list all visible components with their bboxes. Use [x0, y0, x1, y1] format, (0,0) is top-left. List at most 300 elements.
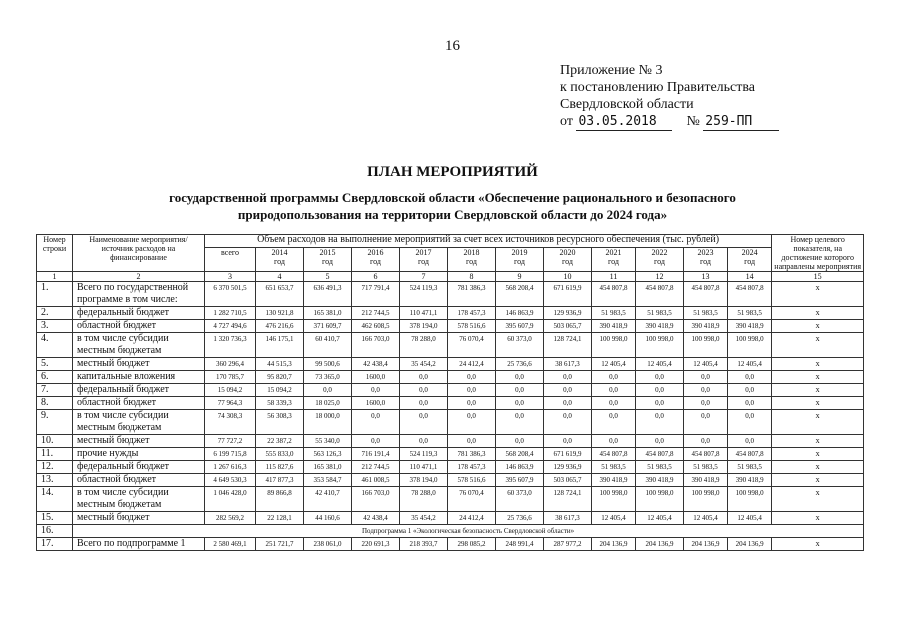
row-value: 0,0 [592, 384, 636, 397]
row-number: 2. [37, 307, 73, 320]
row-value: 74 308,3 [205, 410, 256, 435]
row-number: 6. [37, 371, 73, 384]
row-value: 166 703,0 [352, 487, 400, 512]
row-value: 42 438,4 [352, 512, 400, 525]
row-value: 0,0 [544, 397, 592, 410]
row-value: 0,0 [684, 410, 728, 435]
row-value: 1 282 710,5 [205, 307, 256, 320]
row-value: 76 070,4 [448, 333, 496, 358]
row-value: 25 736,6 [496, 358, 544, 371]
row-value: 0,0 [728, 397, 772, 410]
row-value: 12 405,4 [636, 512, 684, 525]
table-row [37, 474, 864, 487]
column-number-cell: 1 [37, 272, 73, 282]
row-value: 51 983,5 [728, 307, 772, 320]
row-value: 0,0 [684, 397, 728, 410]
column-number-cell: 11 [592, 272, 636, 282]
row-number: 5. [37, 358, 73, 371]
row-value: 130 921,8 [256, 307, 304, 320]
row-value: 454 807,8 [684, 448, 728, 461]
row-value: 100 998,0 [684, 333, 728, 358]
row-value: 0,0 [636, 397, 684, 410]
table-row [37, 307, 864, 320]
row-value: 0,0 [448, 371, 496, 384]
row-value: 218 393,7 [400, 538, 448, 551]
header-year-unit: год [370, 256, 381, 266]
row-value: 100 998,0 [728, 333, 772, 358]
row-value: 781 386,3 [448, 282, 496, 307]
row-value: 170 785,7 [205, 371, 256, 384]
table-row [37, 397, 864, 410]
subprogram-row [37, 525, 864, 538]
row-value: 0,0 [684, 371, 728, 384]
column-number-cell: 15 [772, 272, 864, 282]
row-value: 0,0 [684, 435, 728, 448]
row-value: 417 877,3 [256, 474, 304, 487]
row-value: 461 008,5 [352, 474, 400, 487]
row-value: 1 267 616,3 [205, 461, 256, 474]
row-name: в том числе субсидии местным бюджетам [73, 410, 205, 435]
row-value: 454 807,8 [636, 448, 684, 461]
row-value: 0,0 [448, 397, 496, 410]
row-value: 555 833,0 [256, 448, 304, 461]
column-number-cell: 3 [205, 272, 256, 282]
row-target: x [772, 397, 864, 410]
row-value: 238 061,0 [304, 538, 352, 551]
row-value: 0,0 [496, 397, 544, 410]
row-value: 781 386,3 [448, 448, 496, 461]
header-year-value: 2015 [319, 247, 336, 257]
row-value: 51 983,5 [728, 461, 772, 474]
row-value: 100 998,0 [592, 333, 636, 358]
header-year-unit: год [744, 256, 756, 266]
table-row [37, 448, 864, 461]
subprogram-title: Подпрограмма 1 «Экологическая безопасность Свердловской области» [73, 525, 864, 538]
row-value: 390 418,9 [592, 320, 636, 333]
row-value: 220 691,3 [352, 538, 400, 551]
header-volume: Объем расходов на выполнение мероприятий за счет всех источников ресурсного обеспечения (тыс. рублей) [205, 235, 772, 248]
row-target: x [772, 410, 864, 435]
row-target: x [772, 461, 864, 474]
row-value: 0,0 [496, 371, 544, 384]
row-value: 378 194,0 [400, 320, 448, 333]
row-value: 503 065,7 [544, 474, 592, 487]
row-number: 1. [37, 282, 73, 307]
row-value: 204 136,9 [728, 538, 772, 551]
row-value: 454 807,8 [592, 448, 636, 461]
column-number-cell: 14 [728, 272, 772, 282]
row-value: 165 381,0 [304, 461, 352, 474]
header-year [400, 247, 448, 271]
row-target: x [772, 333, 864, 358]
row-value: 0,0 [352, 435, 400, 448]
row-value: 42 410,7 [304, 487, 352, 512]
row-name: прочие нужды [73, 448, 205, 461]
appendix-line-3: Свердловской области [560, 97, 694, 112]
row-value: 2 580 469,1 [205, 538, 256, 551]
row-value: 51 983,5 [592, 461, 636, 474]
header-year-unit: год [608, 256, 619, 266]
row-value: 129 936,9 [544, 461, 592, 474]
row-value: 454 807,8 [636, 282, 684, 307]
row-value: 1600,0 [352, 397, 400, 410]
row-value: 378 194,0 [400, 474, 448, 487]
row-value: 12 405,4 [636, 358, 684, 371]
header-year [728, 247, 772, 271]
row-value: 371 609,7 [304, 320, 352, 333]
row-value: 51 983,5 [636, 461, 684, 474]
row-value: 60 373,0 [496, 333, 544, 358]
row-value: 12 405,4 [592, 512, 636, 525]
row-value: 12 405,4 [728, 358, 772, 371]
row-value: 204 136,9 [592, 538, 636, 551]
row-value: 6 370 501,5 [205, 282, 256, 307]
header-total: всего [205, 247, 256, 271]
row-number: 8. [37, 397, 73, 410]
header-name: Наименование мероприятия/источник расходов на финансирование [73, 235, 205, 272]
column-number-cell: 10 [544, 272, 592, 282]
row-value: 390 418,9 [684, 320, 728, 333]
page-number: 16 [445, 38, 460, 54]
column-number-cell: 7 [400, 272, 448, 282]
row-target: x [772, 282, 864, 307]
header-target: Номер целевого показателя, на достижение которого направлены мероприятия [772, 235, 864, 272]
row-name: местный бюджет [73, 435, 205, 448]
row-value: 44 515,3 [256, 358, 304, 371]
row-value: 524 119,3 [400, 282, 448, 307]
row-value: 6 199 715,8 [205, 448, 256, 461]
row-value: 51 983,5 [684, 307, 728, 320]
row-value: 563 126,3 [304, 448, 352, 461]
row-value: 0,0 [636, 371, 684, 384]
row-value: 77 727,2 [205, 435, 256, 448]
header-year-unit: год [654, 256, 665, 266]
row-value: 0,0 [448, 435, 496, 448]
row-target: x [772, 371, 864, 384]
header-year-value: 2023 [697, 247, 714, 257]
row-value: 1 046 428,0 [205, 487, 256, 512]
row-value: 60 373,0 [496, 487, 544, 512]
row-value: 298 085,2 [448, 538, 496, 551]
row-target: x [772, 448, 864, 461]
row-value: 95 820,7 [256, 371, 304, 384]
row-value: 454 807,8 [592, 282, 636, 307]
row-value: 578 516,6 [448, 474, 496, 487]
row-value: 178 457,3 [448, 307, 496, 320]
row-name: федеральный бюджет [73, 461, 205, 474]
row-target: x [772, 320, 864, 333]
row-name: областной бюджет [73, 474, 205, 487]
date-prefix: от [560, 114, 573, 129]
header-year-unit: год [274, 256, 285, 266]
header-year-value: 2021 [605, 247, 622, 257]
header-year-unit: год [418, 256, 429, 266]
row-value: 22 387,2 [256, 435, 304, 448]
row-value: 110 471,1 [400, 461, 448, 474]
row-number: 11. [37, 448, 73, 461]
column-number-cell: 13 [684, 272, 728, 282]
row-value: 390 418,9 [728, 320, 772, 333]
row-value: 128 724,1 [544, 487, 592, 512]
header-year [684, 247, 728, 271]
row-value: 38 617,3 [544, 512, 592, 525]
header-year [304, 247, 352, 271]
row-value: 100 998,0 [684, 487, 728, 512]
row-value: 0,0 [684, 384, 728, 397]
row-value: 60 410,7 [304, 333, 352, 358]
column-number-row [37, 272, 864, 282]
column-number-cell: 4 [256, 272, 304, 282]
row-target: x [772, 487, 864, 512]
row-value: 0,0 [400, 410, 448, 435]
appendix-line-1: Приложение № 3 [560, 63, 663, 78]
row-name: капитальные вложения [73, 371, 205, 384]
row-value: 100 998,0 [728, 487, 772, 512]
row-value: 568 208,4 [496, 448, 544, 461]
row-number: 7. [37, 384, 73, 397]
header-year [352, 247, 400, 271]
row-value: 360 296,4 [205, 358, 256, 371]
row-name: федеральный бюджет [73, 384, 205, 397]
row-value: 35 454,2 [400, 358, 448, 371]
row-value: 73 365,0 [304, 371, 352, 384]
row-name: областной бюджет [73, 397, 205, 410]
row-name: в том числе субсидии местным бюджетам [73, 487, 205, 512]
row-value: 100 998,0 [592, 487, 636, 512]
row-value: 51 983,5 [636, 307, 684, 320]
row-value: 395 607,9 [496, 474, 544, 487]
row-name: местный бюджет [73, 512, 205, 525]
row-value: 0,0 [544, 435, 592, 448]
column-number-cell: 2 [73, 272, 205, 282]
column-number-cell: 9 [496, 272, 544, 282]
row-value: 204 136,9 [636, 538, 684, 551]
row-value: 56 308,3 [256, 410, 304, 435]
row-value: 25 736,6 [496, 512, 544, 525]
table-row [37, 538, 864, 551]
row-value: 390 418,9 [684, 474, 728, 487]
header-year-unit: год [514, 256, 525, 266]
row-number: 14. [37, 487, 73, 512]
row-value: 212 744,5 [352, 461, 400, 474]
table-row [37, 435, 864, 448]
header-year [592, 247, 636, 271]
title-main: ПЛАН МЕРОПРИЯТИЙ [367, 164, 538, 180]
row-value: 18 000,0 [304, 410, 352, 435]
row-value: 462 608,5 [352, 320, 400, 333]
appendix-line-2: к постановлению Правительства [560, 80, 756, 95]
header-year-unit: год [322, 256, 333, 266]
header-year [448, 247, 496, 271]
row-value: 0,0 [544, 384, 592, 397]
row-value: 0,0 [496, 384, 544, 397]
row-value: 0,0 [352, 384, 400, 397]
table-row [37, 320, 864, 333]
header-year-value: 2014 [271, 247, 288, 257]
row-value: 24 412,4 [448, 512, 496, 525]
row-value: 0,0 [728, 384, 772, 397]
row-value: 55 340,0 [304, 435, 352, 448]
row-value: 0,0 [636, 384, 684, 397]
document-title [0, 164, 905, 223]
row-value: 100 998,0 [636, 487, 684, 512]
appendix-date-line [560, 113, 779, 131]
row-value: 0,0 [592, 397, 636, 410]
row-value: 395 607,9 [496, 320, 544, 333]
row-value: 100 998,0 [636, 333, 684, 358]
plan-table [36, 234, 864, 551]
table-row [37, 371, 864, 384]
row-value: 454 807,8 [728, 448, 772, 461]
row-name: местный бюджет [73, 358, 205, 371]
header-year-unit: год [562, 256, 573, 266]
header-year [636, 247, 684, 271]
header-year-value: 2016 [367, 247, 384, 257]
title-line-2: государственной программы Свердловской области «Обеспечение рационального и безопасного [169, 190, 736, 205]
row-number: 4. [37, 333, 73, 358]
row-value: 58 339,3 [256, 397, 304, 410]
row-value: 0,0 [728, 435, 772, 448]
row-number: 10. [37, 435, 73, 448]
column-number-cell: 12 [636, 272, 684, 282]
row-value: 476 216,6 [256, 320, 304, 333]
row-value: 0,0 [304, 384, 352, 397]
header-year [496, 247, 544, 271]
row-value: 671 619,9 [544, 282, 592, 307]
row-value: 390 418,9 [636, 474, 684, 487]
row-value: 12 405,4 [592, 358, 636, 371]
header-year-value: 2018 [463, 247, 480, 257]
table-row [37, 333, 864, 358]
row-value: 165 381,0 [304, 307, 352, 320]
row-target: x [772, 435, 864, 448]
row-value: 42 438,4 [352, 358, 400, 371]
row-value: 503 065,7 [544, 320, 592, 333]
row-value: 51 983,5 [684, 461, 728, 474]
row-name: в том числе субсидии местным бюджетам [73, 333, 205, 358]
row-value: 0,0 [496, 410, 544, 435]
row-value: 0,0 [352, 410, 400, 435]
row-name: федеральный бюджет [73, 307, 205, 320]
row-value: 146 863,9 [496, 307, 544, 320]
row-value: 15 094,2 [205, 384, 256, 397]
row-value: 717 791,4 [352, 282, 400, 307]
row-number: 13. [37, 474, 73, 487]
row-value: 1600,0 [352, 371, 400, 384]
row-value: 0,0 [544, 410, 592, 435]
row-value: 390 418,9 [636, 320, 684, 333]
row-value: 0,0 [728, 410, 772, 435]
row-number: 16. [37, 525, 73, 538]
row-value: 0,0 [636, 410, 684, 435]
row-value: 454 807,8 [684, 282, 728, 307]
table-row [37, 461, 864, 474]
row-value: 78 288,0 [400, 487, 448, 512]
row-name: Всего по государственной программе в том числе: [73, 282, 205, 307]
header-year-unit: год [466, 256, 477, 266]
row-value: 204 136,9 [684, 538, 728, 551]
table-row [37, 358, 864, 371]
header-year-value: 2019 [511, 247, 528, 257]
table-row [37, 512, 864, 525]
row-value: 77 964,3 [205, 397, 256, 410]
row-value: 18 025,0 [304, 397, 352, 410]
row-value: 0,0 [592, 371, 636, 384]
row-value: 282 569,2 [205, 512, 256, 525]
row-value: 146 863,9 [496, 461, 544, 474]
row-value: 651 653,7 [256, 282, 304, 307]
row-value: 99 500,6 [304, 358, 352, 371]
row-value: 716 191,4 [352, 448, 400, 461]
column-number-cell: 5 [304, 272, 352, 282]
header-row-1 [37, 235, 864, 248]
row-number: 12. [37, 461, 73, 474]
row-value: 390 418,9 [728, 474, 772, 487]
row-value: 353 584,7 [304, 474, 352, 487]
row-value: 78 288,0 [400, 333, 448, 358]
row-value: 35 454,2 [400, 512, 448, 525]
header-row-number: Номер строки [37, 235, 73, 272]
column-number-cell: 6 [352, 272, 400, 282]
table-row [37, 410, 864, 435]
row-target: x [772, 384, 864, 397]
row-value: 146 175,1 [256, 333, 304, 358]
table-row [37, 282, 864, 307]
header-year-value: 2020 [559, 247, 576, 257]
row-value: 38 617,3 [544, 358, 592, 371]
decree-date: 03.05.2018 [576, 113, 672, 131]
row-value: 0,0 [592, 435, 636, 448]
row-value: 0,0 [728, 371, 772, 384]
row-number: 15. [37, 512, 73, 525]
row-number: 17. [37, 538, 73, 551]
row-value: 0,0 [636, 435, 684, 448]
table-row [37, 487, 864, 512]
row-value: 4 727 494,6 [205, 320, 256, 333]
row-value: 4 649 530,3 [205, 474, 256, 487]
row-value: 578 516,6 [448, 320, 496, 333]
row-number: 9. [37, 410, 73, 435]
row-value: 24 412,4 [448, 358, 496, 371]
row-value: 178 457,3 [448, 461, 496, 474]
row-value: 0,0 [544, 371, 592, 384]
row-value: 390 418,9 [592, 474, 636, 487]
row-value: 0,0 [400, 371, 448, 384]
row-value: 0,0 [592, 410, 636, 435]
row-value: 454 807,8 [728, 282, 772, 307]
row-value: 1 320 736,3 [205, 333, 256, 358]
row-value: 212 744,5 [352, 307, 400, 320]
row-value: 636 491,3 [304, 282, 352, 307]
row-target: x [772, 474, 864, 487]
row-value: 110 471,1 [400, 307, 448, 320]
column-number-cell: 8 [448, 272, 496, 282]
decree-number: 259-ПП [703, 113, 779, 131]
row-target: x [772, 538, 864, 551]
row-value: 0,0 [448, 410, 496, 435]
row-target: x [772, 307, 864, 320]
row-target: x [772, 512, 864, 525]
header-year-value: 2022 [651, 247, 668, 257]
header-year [256, 247, 304, 271]
row-value: 287 977,2 [544, 538, 592, 551]
row-value: 0,0 [496, 435, 544, 448]
row-target: x [772, 358, 864, 371]
row-value: 251 721,7 [256, 538, 304, 551]
row-value: 0,0 [448, 384, 496, 397]
row-value: 12 405,4 [728, 512, 772, 525]
header-year-unit: год [700, 256, 711, 266]
